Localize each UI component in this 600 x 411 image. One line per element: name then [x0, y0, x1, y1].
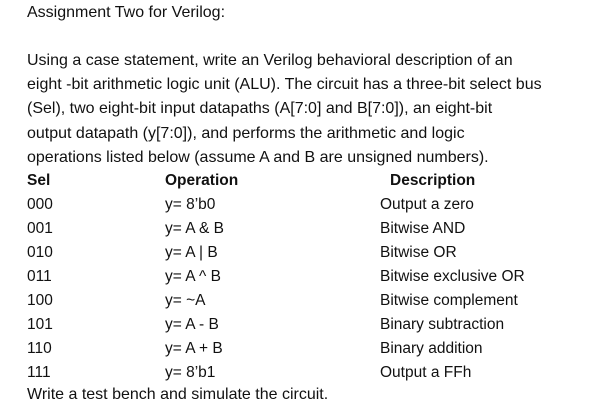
cell-operation: y= ~A — [165, 292, 206, 309]
table-row — [27, 218, 587, 242]
instructions-paragraph — [27, 49, 587, 170]
header-sel: Sel — [27, 172, 51, 189]
table-row — [27, 194, 587, 218]
cell-description: Bitwise exclusive OR — [380, 268, 525, 285]
cell-sel: 110 — [27, 340, 52, 357]
header-description: Description — [390, 172, 476, 189]
cell-sel: 001 — [27, 220, 53, 237]
cell-description: Output a FFh — [380, 364, 472, 381]
cell-description: Bitwise complement — [380, 292, 518, 309]
cell-description: Binary addition — [380, 340, 483, 357]
cell-sel: 100 — [27, 292, 53, 309]
cell-operation: y= 8’b1 — [165, 364, 216, 381]
header-operation: Operation — [165, 172, 239, 189]
cell-operation: y= A ^ B — [165, 268, 221, 285]
paragraph-line: eight -bit arithmetic logic unit (ALU). The circuit has a three-bit select bus — [27, 76, 542, 94]
cell-description: Output a zero — [380, 196, 474, 213]
cell-operation: y= A - B — [165, 316, 219, 333]
paragraph-line: Using a case statement, write an Verilog behavioral description of an — [27, 52, 513, 69]
cell-sel: 000 — [27, 196, 53, 213]
table-header-row — [27, 170, 587, 194]
table-row — [27, 242, 587, 266]
cell-description: Bitwise AND — [380, 220, 466, 237]
table-row — [27, 338, 587, 362]
cell-operation: y= A & B — [165, 220, 225, 237]
cell-operation: y= A | B — [165, 244, 218, 261]
assignment-title: Assignment Two for Verilog: — [27, 4, 226, 21]
cell-operation: y= A + B — [165, 340, 223, 357]
table-row — [27, 290, 587, 314]
cell-description: Binary subtraction — [380, 316, 505, 333]
footer-instruction: Write a test bench and simulate the circuit. — [27, 386, 329, 403]
cell-sel: 111 — [27, 364, 51, 381]
table-row — [27, 314, 587, 338]
cell-description: Bitwise OR — [380, 244, 457, 261]
cell-operation: y= 8’b0 — [165, 196, 216, 213]
table-row — [27, 362, 587, 386]
paragraph-line: output datapath (y[7:0]), and performs the arithmetic and logic — [27, 124, 465, 142]
table-row — [27, 266, 587, 290]
cell-sel: 011 — [27, 268, 52, 285]
alu-operations-table — [27, 170, 587, 386]
cell-sel: 010 — [27, 244, 53, 261]
cell-sel: 101 — [27, 316, 53, 333]
paragraph-line: (Sel), two eight-bit input datapaths (A[7:0] and B[7:0]), an eight-bit — [27, 100, 493, 118]
paragraph-line: operations listed below (assume A and B are unsigned numbers). — [27, 148, 489, 166]
